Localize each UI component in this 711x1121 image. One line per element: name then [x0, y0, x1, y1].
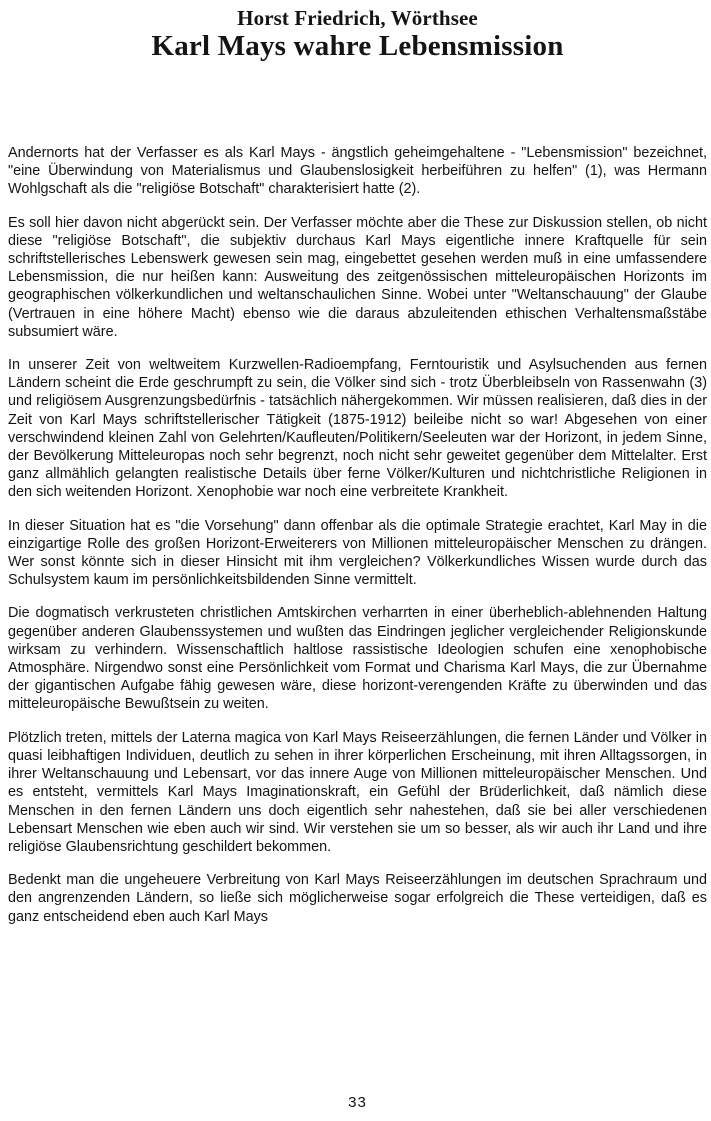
- paragraph: Plötzlich treten, mittels der Laterna magica von Karl Mays Reiseerzählungen, die fernen Länder und Völker in quasi leibhaftigen Individuen, deutlich zu sehen in ihrer körperlichen Erscheinung, mit ihren Alltagssorgen, in ihrer Weltanschauung und Lebensart, vor das innere Auge von Millionen mitteleuropäischer Menschen. Und es entsteht, vermittels Karl Mays Imaginationskraft, ein Gefühl der Brüderlichkeit, daß nämlich diese Menschen in den fernen Ländern uns doch eigentlich sehr nahestehen, daß sie bei aller verschiedenen Lebensart Menschen wie eben auch wir sind. Wir verstehen sie um so besser, als wir auch ihr Land und ihre religiöse Glaubensrichtung geschildert bekommen.: [8, 729, 707, 855]
- document-page: [8, 0, 707, 1121]
- article-title: Karl Mays wahre Lebensmission: [151, 30, 564, 62]
- paragraph: Bedenkt man die ungeheuere Verbreitung von Karl Mays Reiseerzählungen im deutschen Sprachraum und den angrenzenden Ländern, so ließe sich möglicherweise sogar erfolgreich die These verteidigen, daß es ganz entscheidend eben auch Karl Mays: [8, 872, 707, 925]
- page-number: 33: [348, 1094, 367, 1111]
- paragraph: In unserer Zeit von weltweitem Kurzwellen-Radioempfang, Ferntouristik und Asylsuchenden aus fernen Ländern scheint die Erde geschrumpft zu sein, die Völker sind sich - trotz Überbleibseln von Rassenwahn (3) und religiösem Ausgrenzungsbedürfnis - tatsächlich nähergekommen. Wir müssen realisieren, daß dies in der Zeit von Karl Mays schriftstellerischer Tätigkeit (1875-1912) beileibe nicht so war! Abgesehen von einer verschwindend kleinen Zahl von Gelehrten/Kaufleuten/Politikern/Seeleuten war der Horizont, in jedem Sinne, der Bevölkerung Mitteleuropas noch sehr begrenzt, noch nicht sehr geweitet gegenüber dem Mittelalter. Erst ganz allmählich gelangten realistische Details über ferne Völker/Kulturen und nichtchristliche Religionen in den sich weitenden Horizont. Xenophobie war noch eine verbreitete Krankheit.: [8, 357, 707, 501]
- paragraph: Es soll hier davon nicht abgerückt sein. Der Verfasser möchte aber die These zur Diskussion stellen, ob nicht diese "religiöse Botschaft", die subjektiv durchaus Karl Mays eigentliche innere Kraftquelle für sein schriftstellerisches Lebenswerk gewesen sein mag, eingebettet gesehen werden muß in eine umfassendere Lebensmission, die nur heißen kann: Ausweitung des zeitgenössischen mitteleuropäischen Horizonts im geographischen völkerkundlichen und weltanschaulichen Sinne. Wobei unter "Weltanschauung" der Glaube (Vertrauen in eine höhere Macht) ebenso wie die daraus abzuleitenden ethischen Verhaltensmaßstäbe subsumiert wäre.: [8, 214, 707, 340]
- author-line: Horst Friedrich, Wörthsee: [237, 6, 478, 30]
- article-body: [8, 144, 707, 941]
- paragraph: In dieser Situation hat es "die Vorsehung" dann offenbar als die optimale Strategie erachtet, Karl May in die einzigartige Rolle des großen Horizont-Erweiterers von Millionen mitteleuropäischer Menschen zu drängen. Wer sonst könnte sich in dieser Hinsicht mit ihm vergleichen? Völkerkundliches Wissen wurde durch das Schulsystem kaum im persönlichkeitsbildenden Sinne vermittelt.: [8, 517, 707, 589]
- paragraph: Andernorts hat der Verfasser es als Karl Mays - ängstlich geheimgehaltene - "Lebensmission" bezeichnet, "eine Überwindung von Materialismus und Glaubenslosigkeit herbeiführen zu helfen" (1), was Hermann Wohlgschaft als die "religiöse Botschaft" charakterisiert hatte (2).: [8, 145, 707, 198]
- paragraph: Die dogmatisch verkrusteten christlichen Amtskirchen verharrten in einer überheblich-ablehnenden Haltung gegenüber anderen Glaubenssystemen und wußten das Eindringen jeglicher vergleichender Religionskunde wirksam zu verhindern. Wissenschaftlich haltlose rassistische Ideologien schufen eine xenophobische Atmosphäre. Nirgendwo sonst eine Persönlichkeit vom Format und Charisma Karl Mays, die zur Übernahme der gigantischen Aufgabe fähig gewesen wäre, diese horizont-verengenden Kräfte zu überwinden und das mitteleuropäische Bewußtsein zu weiten.: [8, 605, 707, 713]
